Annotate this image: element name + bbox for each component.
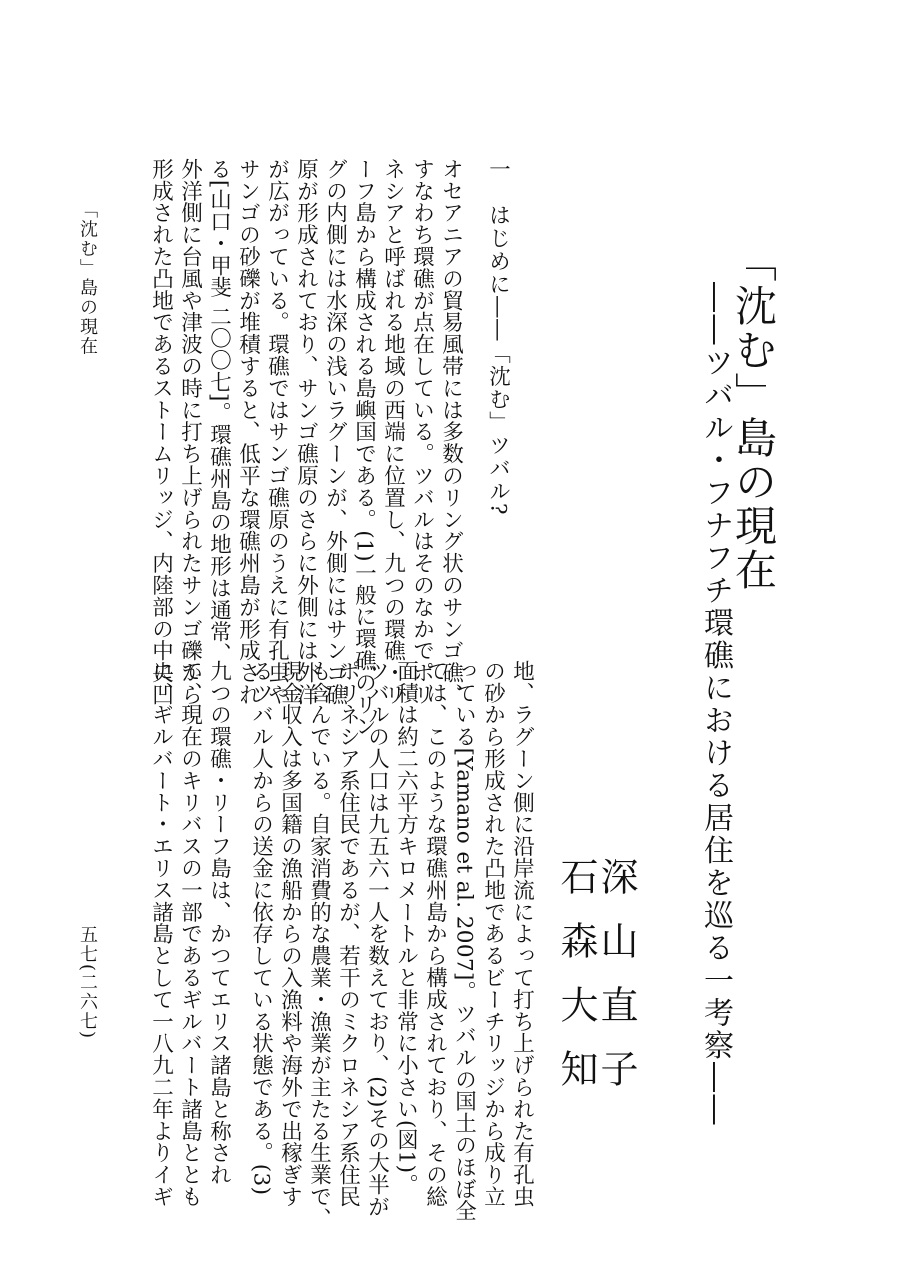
body-line: 地、ラグーン側に沿岸流によって打ち上げられた有孔虫 (509, 660, 535, 1208)
body-line: も含んでいる。自家消費的な農業・漁業が主たる生業で、 (306, 660, 332, 1230)
body-line: に、ギルバート・エリス諸島として一八九二年よりイギ (148, 660, 174, 1208)
body-line: るツバル人からの送金に依存している状態である。(3) (248, 660, 274, 1196)
body-line: 現金収入は多国籍の漁船からの入漁料や海外で出稼ぎす (277, 660, 303, 1208)
body-line: ネシアと呼ばれる地域の西端に位置し、九つの環礁・リ (380, 158, 406, 706)
author-2: 石森大知 (554, 857, 598, 1113)
body-line: 外洋側に台風や津波の時に打ち上げられたサンゴ礫から (177, 158, 203, 706)
body-line: ポリネシア系住民であるが、若干のミクロネシア系住民 (335, 660, 361, 1208)
body-line: る[山口・甲斐 二〇〇七]。環礁州島の地形は通常、 (206, 158, 232, 665)
body-line: 形成された凸地であるストームリッジ、内陸部の中央凹 (148, 158, 174, 706)
body-line: オセアニアの貿易風帯には多数のリング状のサンゴ礁、 (438, 158, 464, 706)
body-line: すなわち環礁が点在している。ツバルはそのなかでポリ (409, 158, 435, 706)
body-line: っている[Yamano et al. 2007]。ツバルの国土のほぼ全 (451, 660, 477, 1222)
body-line: ーフ島から構成される島嶼国である。(1)一般に環礁のリン (351, 158, 377, 738)
page-number: 五七(二六七) (77, 925, 98, 1040)
body-line: が広がっている。環礁ではサンゴ礁原のうえに有孔虫や (264, 158, 290, 706)
author-1: 深山直子 (594, 857, 638, 1113)
article-title: 「沈む」島の現在 (729, 240, 778, 592)
body-line: 面積は約二六平方キロメートルと非常に小さい(図1)。 (393, 660, 419, 1196)
body-line: ツバルの人口は九五六一人を数えており、(2)その大半が (364, 660, 390, 1218)
body-line: 九つの環礁・リーフ島は、かつてエリス諸島と称され (206, 660, 232, 1186)
body-line: グの内側には水深の浅いラグーンが、外側にはサンゴ礁 (322, 158, 348, 706)
article-subtitle: ――ツバル・フナフチ環礁における居住を巡る一考察―― (698, 282, 733, 1127)
section-heading: 一 はじめに――「沈む」ツバル? (485, 158, 511, 517)
body-line: ては、このような環礁州島から構成されており、その総 (422, 660, 448, 1208)
body-line: 原が形成されており、サンゴ礁原のさらに外側には外洋 (293, 158, 319, 706)
running-title: 「沈む」島の現在 (77, 200, 98, 356)
body-line: て、現在のキリバスの一部であるギルバート諸島ととも (177, 660, 203, 1208)
body-line: サンゴの砂礫が堆積すると、低平な環礁州島が形成され (235, 158, 261, 706)
body-line: の砂から形成された凸地であるビーチリッジから成り立 (480, 660, 506, 1208)
